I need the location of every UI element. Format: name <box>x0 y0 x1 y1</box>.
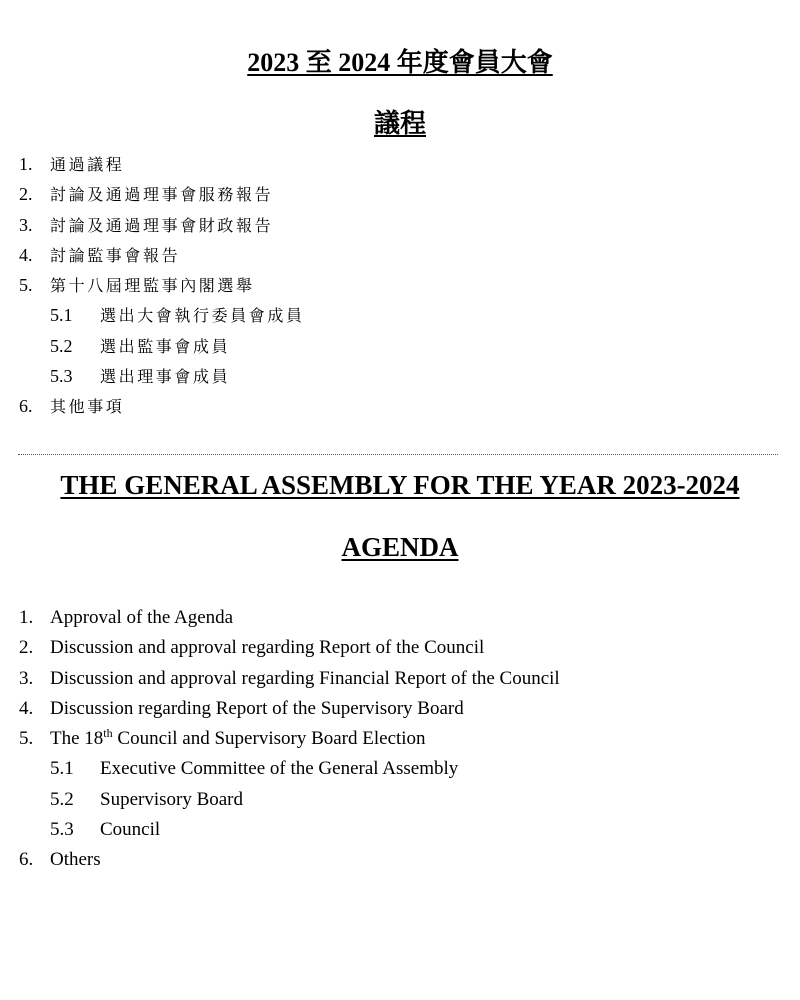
item-text <box>50 726 426 752</box>
item-number: 5. <box>19 728 34 750</box>
item-number: 5.2 <box>50 788 74 810</box>
item-number: 4. <box>19 697 34 719</box>
english-agenda-heading: AGENDA <box>341 532 459 562</box>
item-text: 第十八屆理監事內閣選舉 <box>50 276 255 296</box>
item-number: 4. <box>19 244 33 265</box>
item-text: Discussion regarding Report of the Supervisory Board <box>50 697 464 719</box>
item-number: 5. <box>19 275 33 296</box>
item-number: 5.3 <box>50 366 73 387</box>
item-text: 選出理事會成員 <box>100 367 231 387</box>
item-text: 討論監事會報告 <box>50 245 181 265</box>
ordinal-suffix: th <box>103 726 113 741</box>
item-number: 5.2 <box>50 335 73 356</box>
item-number: 3. <box>19 214 33 235</box>
item-text: 選出監事會成員 <box>100 336 231 356</box>
item-number: 5.1 <box>50 305 73 326</box>
item-number: 1. <box>19 154 33 174</box>
item-number: 6. <box>19 849 34 871</box>
item-text-pre: The 18 <box>50 728 104 750</box>
item-number: 2. <box>19 184 33 205</box>
item-number: 6. <box>19 396 33 417</box>
item-text: 討論及通過理事會服務報告 <box>50 185 274 205</box>
item-text: Approval of the Agenda <box>50 607 234 628</box>
item-text: 討論及通過理事會財政報告 <box>50 215 274 235</box>
item-text: 選出大會執行委員會成員 <box>100 306 305 326</box>
item-number: 5.1 <box>50 758 74 780</box>
item-text: Executive Committee of the General Assembly <box>100 758 459 780</box>
item-text: Discussion and approval regarding Report of the Council <box>50 637 485 659</box>
item-number: 2. <box>19 637 34 659</box>
item-number: 5.3 <box>50 819 74 841</box>
english-title: THE GENERAL ASSEMBLY FOR THE YEAR 2023-2024 <box>60 470 740 500</box>
item-text: 通過議程 <box>50 155 125 174</box>
item-number: 3. <box>19 667 34 689</box>
item-text: 其他事項 <box>50 397 125 417</box>
item-text-post: Council and Supervisory Board Election <box>112 728 426 750</box>
chinese-title: 2023 至 2024 年度會員大會 <box>247 48 553 77</box>
item-text: Discussion and approval regarding Financial Report of the Council <box>50 667 560 689</box>
chinese-agenda-heading: 議程 <box>373 109 426 138</box>
item-text: Council <box>100 819 161 841</box>
item-number: 1. <box>19 607 34 628</box>
section-divider <box>18 454 778 455</box>
item-text: Supervisory Board <box>100 788 244 810</box>
item-text: Others <box>50 849 101 871</box>
